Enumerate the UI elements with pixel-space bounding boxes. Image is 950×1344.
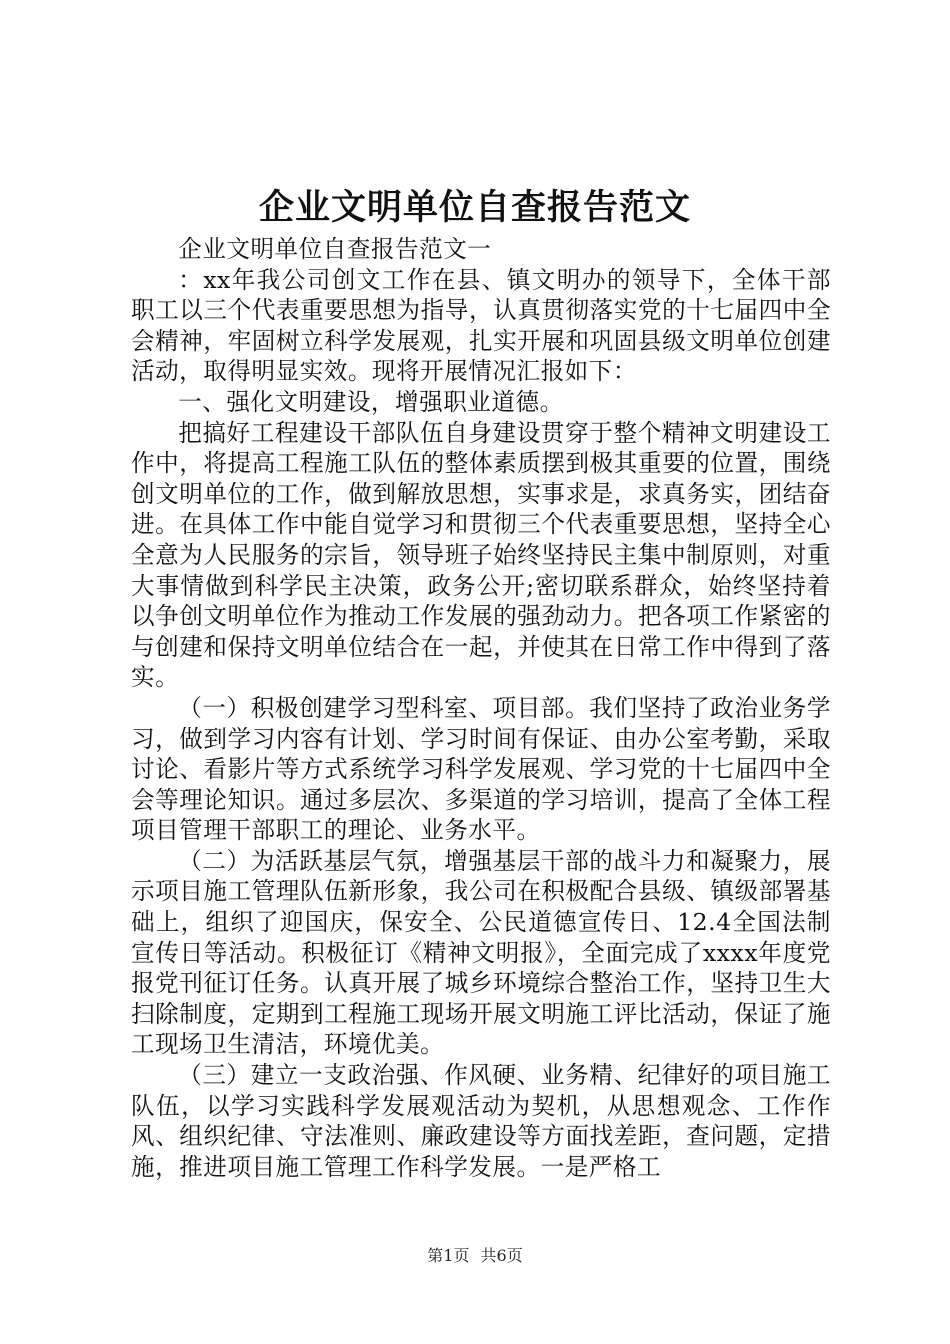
body-paragraph: 一、强化文明建设，增强职业道德。 — [178, 387, 564, 416]
body-paragraph: 企业文明单位自查报告范文一 — [178, 235, 492, 263]
body-paragraph: （三）建立一支政治强、作风硬、业务精、纪律好的项目施工队伍，以学习实践科学发展观活动为契机，从思想观念、工作作风、组织纪律、守法准则、廉政建设等方面找差距，查问题，定措施，推进项目施工管理工作科学发展。一是严格工 — [131, 1061, 831, 1181]
body-paragraph: （一）积极创建学习型科室、项目部。我们坚持了政治业务学习，做到学习内容有计划、学习时间有保证、由办公室考勤，采取讨论、看影片等方式系统学习科学发展观、学习党的十七届四中全会等理论知识。通过多层次、多渠道的学习培训，提高了全体工程项目管理干部职工的理论、业务水平。 — [131, 693, 831, 845]
body-paragraph: （二）为活跃基层气氛，增强基层干部的战斗力和凝聚力，展示项目施工管理队伍新形象，我公司在积极配合县级、镇级部署基础上，组织了迎国庆，保安全、公民道德宣传日、12.4全国法制宣传日等活动。积极征订《精神文明报》，全面完成了xxxx年度党报党刊征订任务。认真开展了城乡环境综合整治工作，坚持卫生大扫除制度，定期到工程施工现场开展文明施工评比活动，保证了施工现场卫生清洁，环境优美。 — [131, 846, 831, 1059]
body-paragraph: ：xx年我公司创文工作在县、镇文明办的领导下，全体干部职工以三个代表重要思想为指导，认真贯彻落实党的十七届四中全会精神，牢固树立科学发展观，扎实开展和巩固县级文明单位创建活动，取得明显实效。现将开展情况汇报如下： — [131, 265, 831, 386]
body-paragraph: 把搞好工程建设干部队伍自身建设贯穿于整个精神文明建设工作中，将提高工程施工队伍的整体素质摆到极其重要的位置，围绕创文明单位的工作，做到解放思想，实事求是，求真务实，团结奋进。在具体工作中能自觉学习和贯彻三个代表重要思想，坚持全心全意为人民服务的宗旨，领导班子始终坚持民主集中制原则，对重大事情做到科学民主决策，政务公开;密切联系群众，始终坚持着以争创文明单位作为推动工作发展的强劲动力。把各项工作紧密的与创建和保持文明单位结合在一起，并使其在日常工作中得到了落实。 — [131, 418, 831, 692]
page-number: 第1页 — [427, 1246, 470, 1265]
page-footer — [0, 1245, 950, 1267]
document-body — [131, 234, 831, 1182]
document-title: 企业文明单位自查报告范文 — [258, 187, 691, 228]
page-total: 共6页 — [480, 1246, 523, 1265]
